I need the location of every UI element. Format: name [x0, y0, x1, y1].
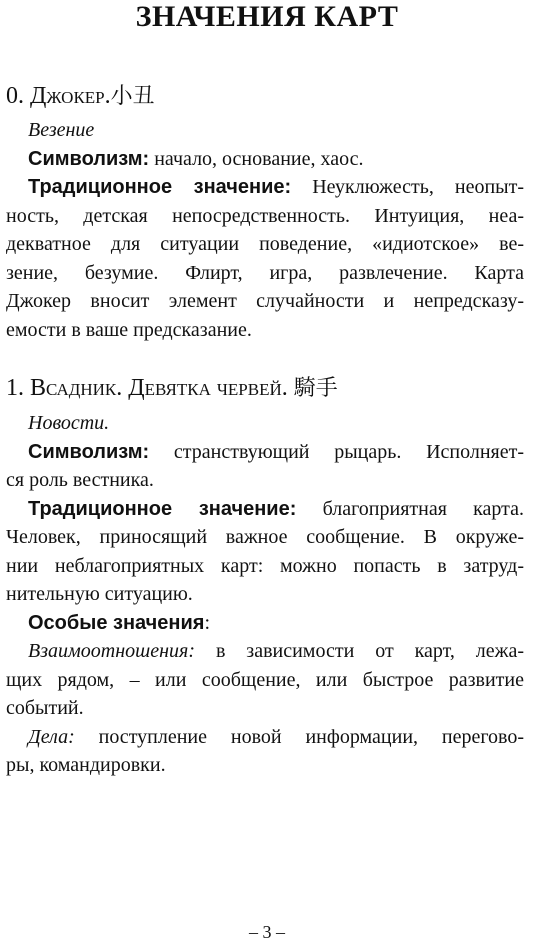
traditional-continuation: нии неблагоприятных карт: можно попасть в затруд-: [6, 554, 524, 577]
relationships-continuation: событий.: [6, 697, 84, 719]
symbolism-line: [6, 145, 524, 174]
relationships-text: в зависимости от карт, лежа-: [215, 640, 524, 662]
symbolism-line: [6, 438, 524, 467]
business-label: Дела:: [28, 725, 75, 748]
traditional-label: Традиционное значение:: [28, 176, 292, 198]
special-meanings-label: Особые значения: [28, 611, 205, 634]
card-name: Всадник. Девятка червей.: [30, 375, 288, 401]
symbolism-continuation: ся роль вестника.: [6, 469, 154, 491]
page-number: – 3 –: [249, 922, 285, 942]
card-chinese-name: 騎手: [293, 376, 338, 401]
card-keyword: Новости.: [28, 412, 110, 434]
card-name: Джокер.: [30, 83, 111, 109]
traditional-continuation: Джокер вносит элемент случайности и непредсказу-: [6, 290, 524, 312]
traditional-continuation: декватное для ситуации поведение, «идиотское» ве-: [6, 233, 524, 255]
special-meanings-line: [6, 609, 524, 638]
symbolism-text: странствующий рыцарь. Исполняет-: [173, 440, 525, 463]
relationships-label: Взаимоотношения:: [28, 640, 196, 662]
traditional-line: [6, 495, 524, 524]
card-heading-joker: [6, 82, 155, 111]
traditional-line: [6, 173, 524, 202]
card-keyword: Везение: [28, 119, 95, 141]
business-line: [6, 723, 524, 752]
card-number: 1.: [6, 375, 24, 401]
page-title: ЗНАЧЕНИЯ КАРТ: [135, 0, 399, 33]
relationships-line: [6, 637, 524, 666]
business-text: поступление новой информации, перегово-: [98, 725, 525, 748]
special-meanings-colon: :: [204, 611, 210, 634]
card-chinese-name: 小丑: [110, 84, 155, 109]
traditional-label: Традиционное значение:: [28, 497, 297, 520]
traditional-continuation: Человек, приносящий важное сообщение. В окруже-: [6, 526, 524, 548]
traditional-continuation: зение, безумие. Флирт, игра, развлечение. Карта: [6, 261, 524, 284]
card-number: 0.: [6, 83, 24, 109]
traditional-text: благоприятная карта.: [322, 497, 524, 520]
traditional-continuation: емости в ваше предсказание.: [6, 318, 252, 341]
symbolism-text: начало, основание, хаос.: [154, 147, 364, 170]
traditional-text: Неуклюжесть, неопыт-: [312, 176, 524, 198]
card-section-horseman: [6, 409, 524, 780]
symbolism-label: Символизм:: [28, 147, 150, 170]
symbolism-label: Символизм:: [28, 440, 150, 463]
traditional-continuation: ность, детская непосредственность. Интуиция, неа-: [6, 204, 524, 227]
relationships-continuation: щих рядом, – или сообщение, или быстрое развитие: [6, 668, 524, 691]
business-continuation: ры, командировки.: [6, 754, 166, 776]
traditional-continuation: нительную ситуацию.: [6, 583, 193, 605]
card-section-joker: [6, 116, 524, 344]
card-heading-horseman: [6, 374, 338, 403]
